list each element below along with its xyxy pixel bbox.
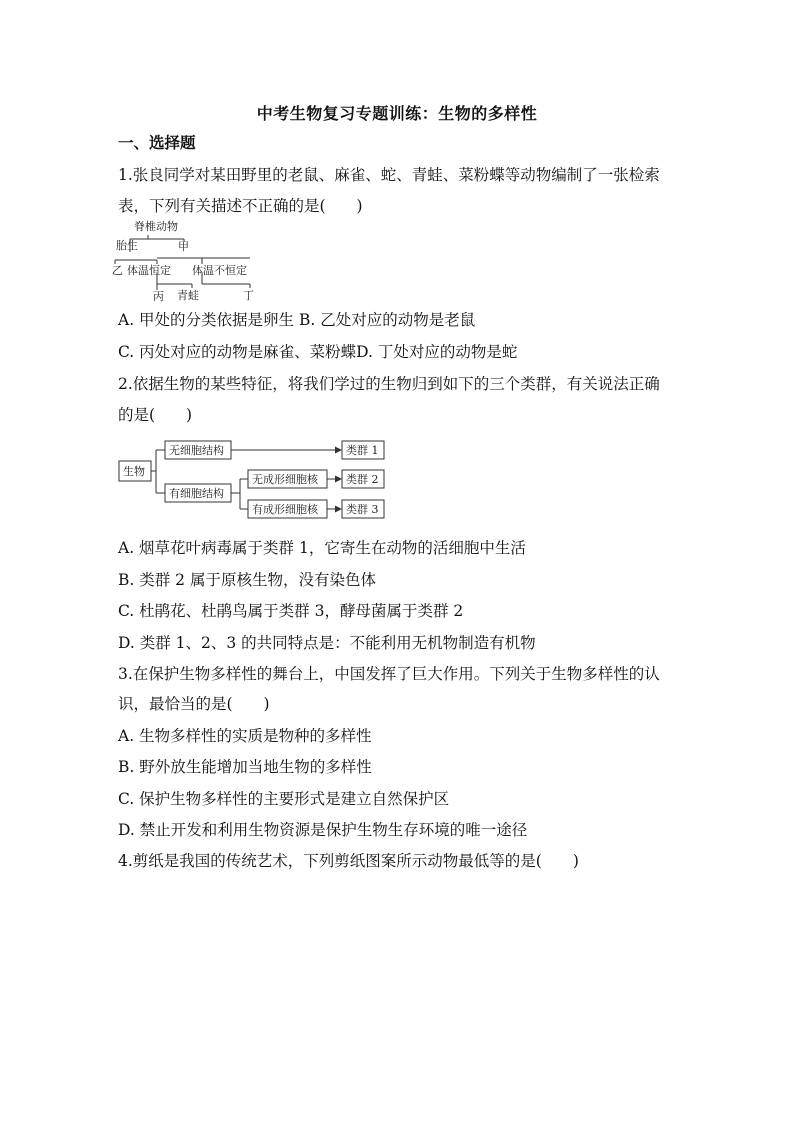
q4-stem-line1: 4.剪纸是我国的传统艺术，下列剪纸图案所示动物最低等的是( ): [118, 852, 579, 870]
q3-stem-line2: 识，最恰当的是( ): [118, 695, 270, 713]
q2-classification-diagram: [116, 436, 390, 524]
diagram-has-nucleus-label: 有成形细胞核: [252, 503, 318, 516]
q2-option-d: D. 类群 1、2、3 的共同特点是：不能利用无机物制造有机物: [118, 634, 536, 652]
q3-stem-line1: 3.在保护生物多样性的舞台上，中国发挥了巨大作用。下列关于生物多样性的认: [118, 665, 660, 683]
q2-option-a: A. 烟草花叶病毒属于类群 1，它寄生在动物的活细胞中生活: [118, 539, 526, 557]
tree-frog-label: 青蛙: [177, 289, 199, 302]
diagram-has-cell-label: 有细胞结构: [169, 487, 224, 500]
q1-key-tree-diagram: [112, 218, 262, 304]
q3-option-c: C. 保护生物多样性的主要形式是建立自然保护区: [118, 790, 450, 808]
tree-ding-label: 丁: [243, 289, 254, 302]
section-heading: 一、选择题: [118, 133, 196, 152]
tree-bing-label: 丙: [153, 290, 164, 303]
diagram-group1-label: 类群 1: [346, 444, 379, 457]
tree-yi-label: 乙: [112, 264, 123, 277]
q1-options-line1: A. 甲处的分类依据是卵生 B. 乙处对应的动物是老鼠: [118, 311, 476, 329]
q2-stem-line1: 2.依据生物的某些特征，将我们学过的生物归到如下的三个类群，有关说法正确: [118, 375, 660, 393]
q1-options-line2: C. 丙处对应的动物是麻雀、菜粉蝶D. 丁处对应的动物是蛇: [118, 343, 518, 361]
diagram-group2-label: 类群 2: [346, 473, 379, 486]
q1-stem-line2: 表，下列有关描述不正确的是( ): [118, 197, 363, 215]
q3-option-d: D. 禁止开发和利用生物资源是保护生物生存环境的唯一途径: [118, 821, 528, 839]
diagram-group3-label: 类群 3: [346, 503, 379, 516]
q3-option-a: A. 生物多样性的实质是物种的多样性: [118, 727, 372, 745]
tree-warm-label: 体温恒定: [127, 264, 171, 277]
tree-viviparous-label: 胎生: [116, 239, 138, 252]
q1-stem-line1: 1.张良同学对某田野里的老鼠、麻雀、蛇、青蛙、菜粉蝶等动物编制了一张检索: [118, 166, 660, 184]
document-title: 中考生物复习专题训练：生物的多样性: [256, 104, 538, 123]
tree-jia-label: 甲: [178, 240, 189, 253]
tree-root-label: 脊椎动物: [134, 220, 178, 233]
diagram-root-label: 生物: [123, 465, 145, 478]
tree-cold-label: 体温不恒定: [192, 264, 247, 277]
q2-option-c: C. 杜鹃花、杜鹃鸟属于类群 3，酵母菌属于类群 2: [118, 602, 464, 620]
q2-stem-line2: 的是( ): [118, 406, 193, 424]
q3-option-b: B. 野外放生能增加当地生物的多样性: [118, 758, 372, 776]
q2-option-b: B. 类群 2 属于原核生物，没有染色体: [118, 571, 376, 589]
diagram-no-cell-label: 无细胞结构: [169, 444, 224, 457]
diagram-no-nucleus-label: 无成形细胞核: [252, 473, 318, 486]
